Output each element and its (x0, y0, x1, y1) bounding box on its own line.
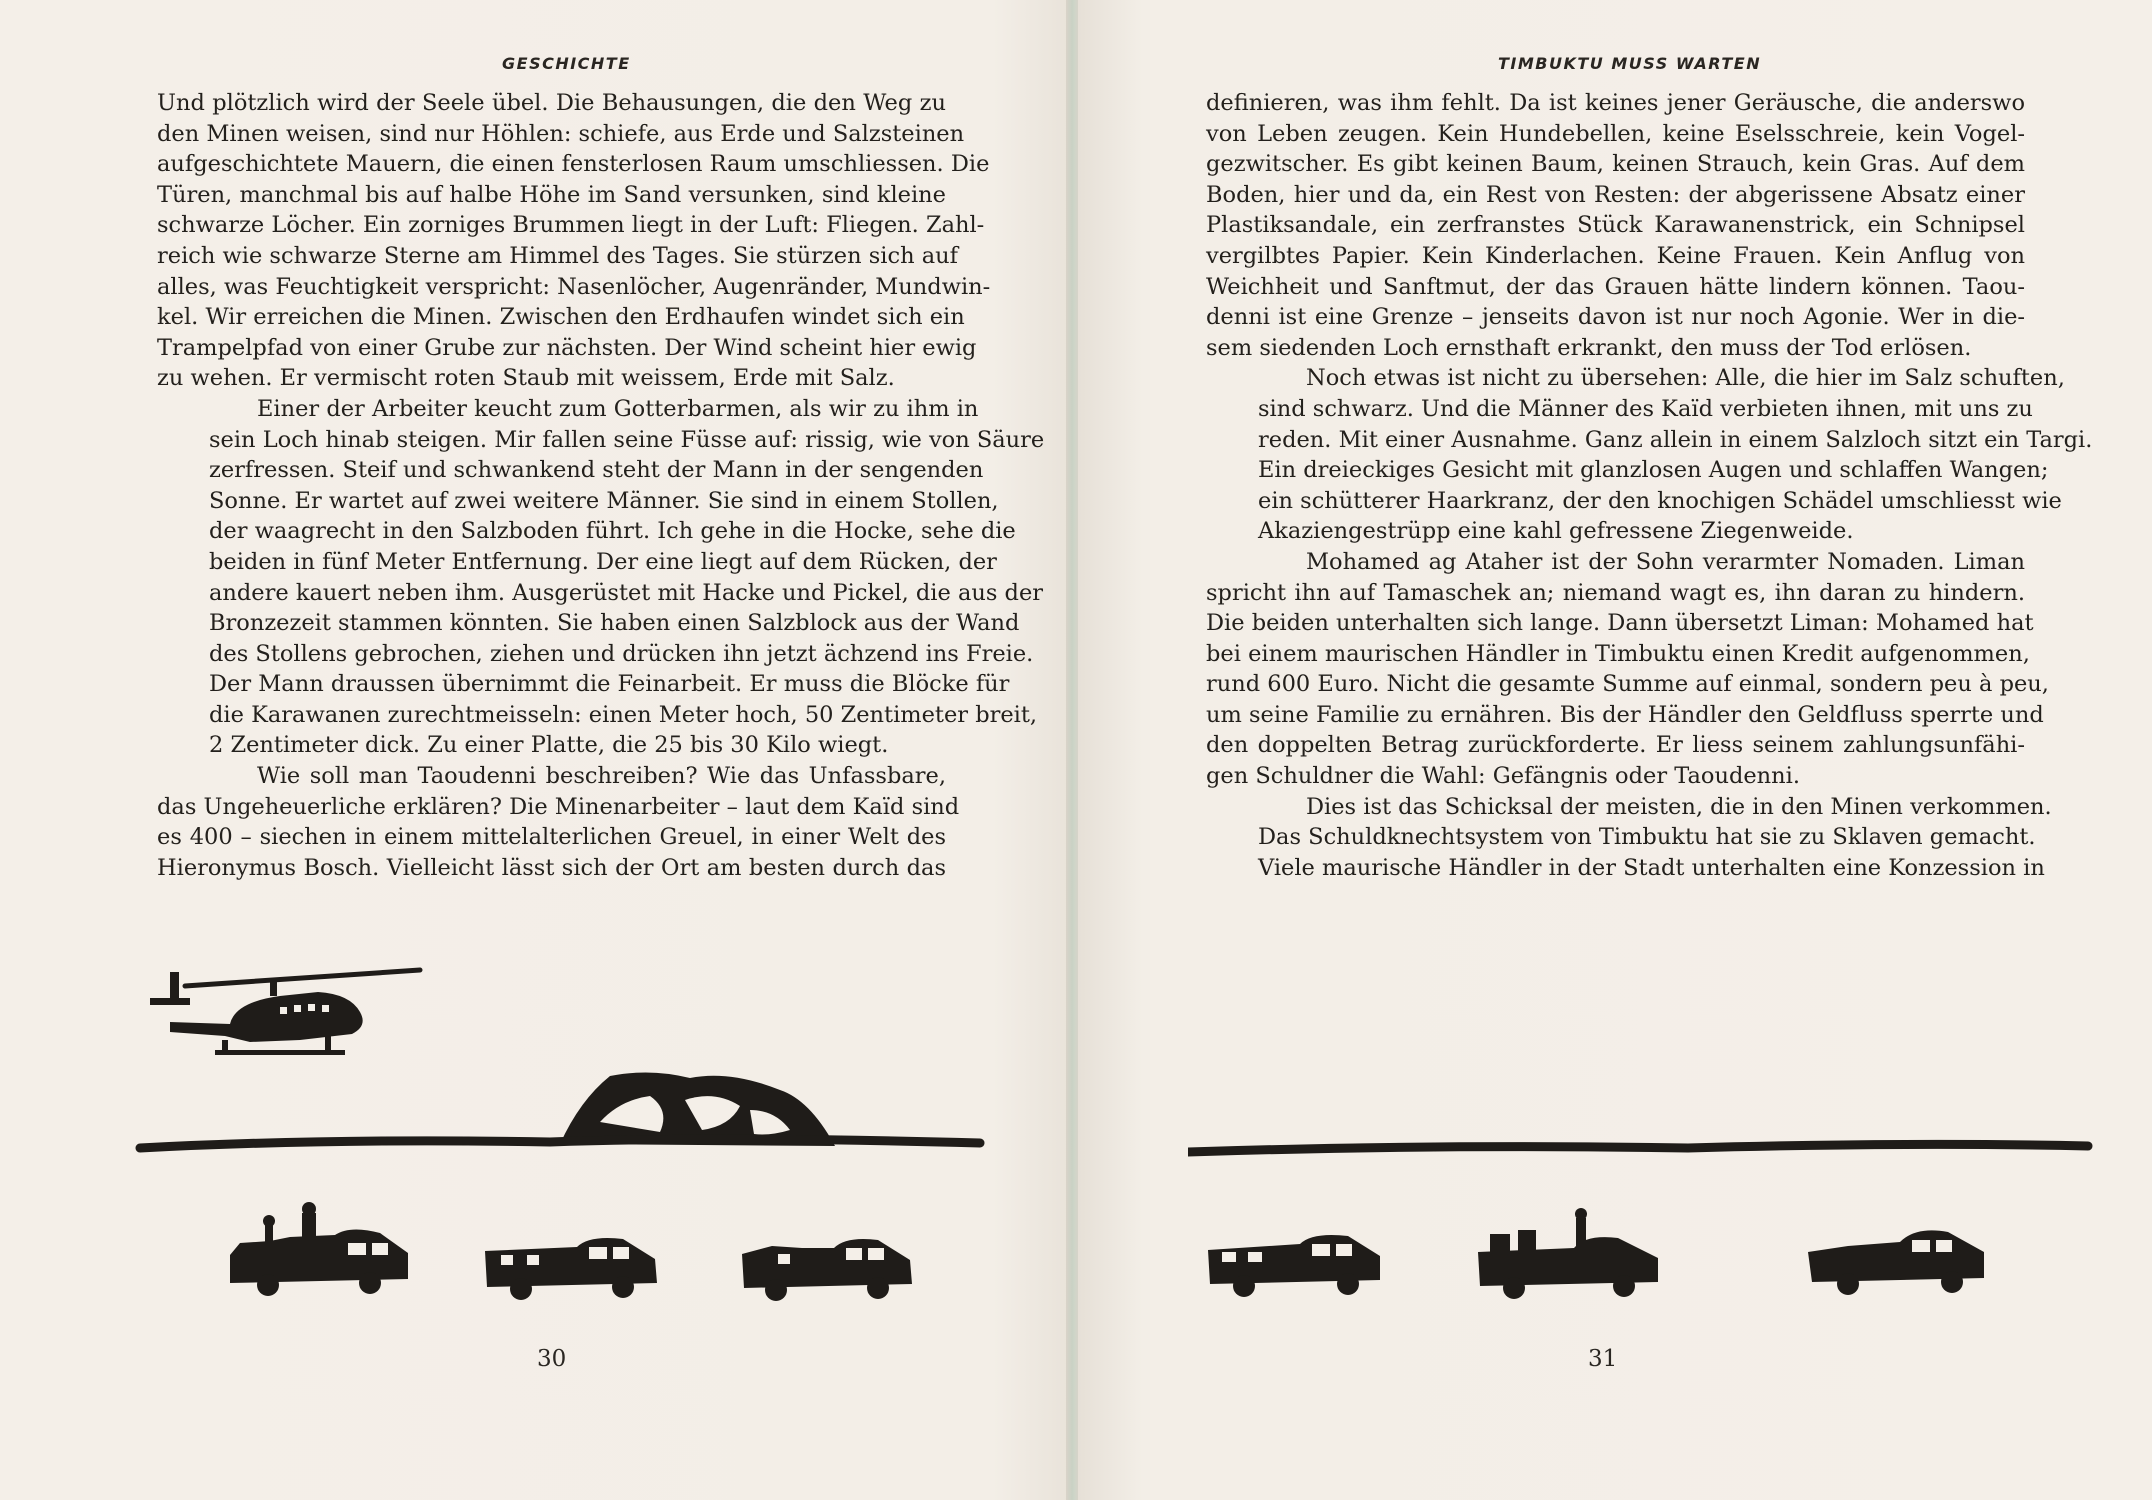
truck-illustration (1808, 1230, 1984, 1295)
left-woodcut-illustration (130, 950, 1000, 1350)
text-line: Plastiksandale, ein zerfranstes Stück Karawanenstrick, ein Schnipsel (1206, 212, 2025, 239)
text-line: ein schütterer Haarkranz, der den knochigen Schädel umschliesst wie (1258, 487, 2062, 514)
right-body-text (1206, 88, 2093, 883)
truck-illustration (230, 1202, 408, 1296)
text-line: reden. Mit einer Ausnahme. Ganz allein in einem Salzloch sitzt ein Targi. (1258, 426, 2093, 453)
text-line: von Leben zeugen. Kein Hundebellen, keine Eselsschreie, kein Vogel- (1206, 120, 2025, 147)
text-line: kel. Wir erreichen die Minen. Zwischen den Erdhaufen windet sich ein (157, 304, 965, 331)
text-line: beiden in fünf Meter Entfernung. Der eine liegt auf dem Rücken, der (209, 548, 997, 575)
text-line: sein Loch hinab steigen. Mir fallen seine Füsse auf: rissig, wie von Säure (209, 426, 1045, 453)
text-line: Hieronymus Bosch. Vielleicht lässt sich der Ort am besten durch das (157, 854, 946, 881)
text-line: Mohamed ag Ataher ist der Sohn verarmter Nomaden. Liman (1306, 548, 2025, 575)
horizon-line (140, 1139, 980, 1148)
text-line: Der Mann draussen übernimmt die Feinarbeit. Er muss die Blöcke für (209, 671, 1010, 698)
right-running-head: TIMBUKTU MUSS WARTEN (1498, 54, 1762, 73)
text-line: Ein dreieckiges Gesicht mit glanzlosen Augen und schlaffen Wangen; (1258, 457, 2049, 484)
text-line: denni ist eine Grenze – jenseits davon ist nur noch Agonie. Wer in die- (1206, 304, 2025, 331)
text-line: zu wehen. Er vermischt roten Staub mit weissem, Erde mit Salz. (157, 365, 895, 392)
right-page-number: 31 (1588, 1346, 1618, 1372)
text-line: Einer der Arbeiter keucht zum Gotterbarmen, als wir zu ihm in (257, 395, 979, 422)
text-line: Akaziengestrüpp eine kahl gefressene Ziegenweide. (1258, 518, 1854, 545)
truck-illustration (742, 1239, 912, 1301)
text-line: alles, was Feuchtigkeit verspricht: Nasenlöcher, Augenränder, Mundwin- (157, 273, 991, 300)
text-line: Boden, hier und da, ein Rest von Resten: der abgerissene Absatz einer (1206, 181, 2025, 208)
text-line: 2 Zentimeter dick. Zu einer Platte, die 25 bis 30 Kilo wiegt. (209, 732, 889, 759)
text-line: andere kauert neben ihm. Ausgerüstet mit Hacke und Pickel, die aus der (209, 579, 1044, 606)
truck-illustration (1208, 1235, 1380, 1297)
truck-illustration (1478, 1208, 1658, 1299)
text-line: Dies ist das Schicksal der meisten, die in den Minen verkommen. (1306, 793, 2052, 820)
text-line: Und plötzlich wird der Seele übel. Die Behausungen, die den Weg zu (157, 90, 946, 116)
text-line: Türen, manchmal bis auf halbe Höhe im Sand versunken, sind kleine (157, 181, 946, 208)
text-line: den Minen weisen, sind nur Höhlen: schiefe, aus Erde und Salzsteinen (157, 120, 965, 147)
text-line: schwarze Löcher. Ein zorniges Brummen liegt in der Luft: Fliegen. Zahl- (157, 212, 985, 239)
text-line: das Ungeheuerliche erklären? Die Minenarbeiter – laut dem Kaïd sind (157, 793, 960, 820)
helicopter-illustration (150, 970, 420, 1055)
text-line: Wie soll man Taoudenni beschreiben? Wie das Unfassbare, (257, 763, 946, 790)
text-line: gezwitscher. Es gibt keinen Baum, keinen Strauch, kein Gras. Auf dem (1206, 151, 2025, 178)
text-line: den doppelten Betrag zurückforderte. Er liess seinem zahlungsunfähi- (1206, 732, 2025, 759)
text-line: gen Schuldner die Wahl: Gefängnis oder Taoudenni. (1206, 763, 1800, 790)
text-line: Die beiden unterhalten sich lange. Dann übersetzt Liman: Mohamed hat (1206, 610, 2034, 637)
text-line: bei einem maurischen Händler in Timbuktu einen Kredit aufgenommen, (1206, 640, 2030, 667)
text-line: es 400 – siechen in einem mittelalterlichen Greuel, in einer Welt des (157, 824, 946, 851)
text-line: Trampelpfad von einer Grube zur nächsten. Der Wind scheint hier ewig (157, 334, 977, 361)
text-line: Bronzezeit stammen könnten. Sie haben einen Salzblock aus der Wand (209, 610, 1020, 637)
text-line: rund 600 Euro. Nicht die gesamte Summe auf einmal, sondern peu à peu, (1206, 671, 2049, 698)
text-line: Sonne. Er wartet auf zwei weitere Männer. Sie sind in einem Stollen, (209, 487, 999, 514)
text-line: Viele maurische Händler in der Stadt unterhalten eine Konzession in (1258, 854, 2045, 881)
text-line: der waagrecht in den Salzboden führt. Ich gehe in die Hocke, sehe die (209, 518, 1016, 545)
text-line: um seine Familie zu ernähren. Bis der Händler den Geldfluss sperrte und (1206, 701, 2044, 728)
text-line: Noch etwas ist nicht zu übersehen: Alle, die hier im Salz schuften, (1306, 365, 2065, 392)
text-line: reich wie schwarze Sterne am Himmel des Tages. Sie stürzen sich auf (157, 242, 958, 269)
text-line: sem siedenden Loch ernsthaft erkrankt, den muss der Tod erlösen. (1206, 334, 1972, 361)
text-line: sind schwarz. Und die Männer des Kaïd verbieten ihnen, mit uns zu (1258, 395, 2033, 422)
horizon-line (1188, 1144, 2088, 1152)
left-body-text (157, 88, 1045, 883)
text-line: zerfressen. Steif und schwankend steht der Mann in der sengenden (209, 457, 984, 484)
text-line: Das Schuldknechtsystem von Timbuktu hat sie zu Sklaven gemacht. (1258, 824, 2036, 851)
text-line: aufgeschichtete Mauern, die einen fensterlosen Raum umschliessen. Die (157, 151, 990, 178)
left-running-head: GESCHICHTE (502, 54, 631, 73)
text-line: Weichheit und Sanftmut, der das Grauen hätte lindern können. Taou- (1206, 273, 2025, 300)
text-line: die Karawanen zurechtmeisseln: einen Meter hoch, 50 Zentimeter breit, (209, 701, 1038, 728)
right-page (1078, 0, 2152, 1500)
text-line: definieren, was ihm fehlt. Da ist keines jener Geräusche, die anderswo (1206, 90, 2025, 116)
right-woodcut-illustration (1188, 1130, 2108, 1330)
left-page (0, 0, 1068, 1500)
text-line: spricht ihn auf Tamaschek an; niemand wagt es, ihn daran zu hindern. (1206, 579, 2025, 606)
text-line: vergilbtes Papier. Kein Kinderlachen. Keine Frauen. Kein Anflug von (1206, 242, 2025, 269)
truck-illustration (485, 1238, 657, 1300)
left-page-number: 30 (537, 1346, 567, 1372)
text-line: des Stollens gebrochen, ziehen und drücken ihn jetzt ächzend ins Freie. (209, 640, 1034, 667)
